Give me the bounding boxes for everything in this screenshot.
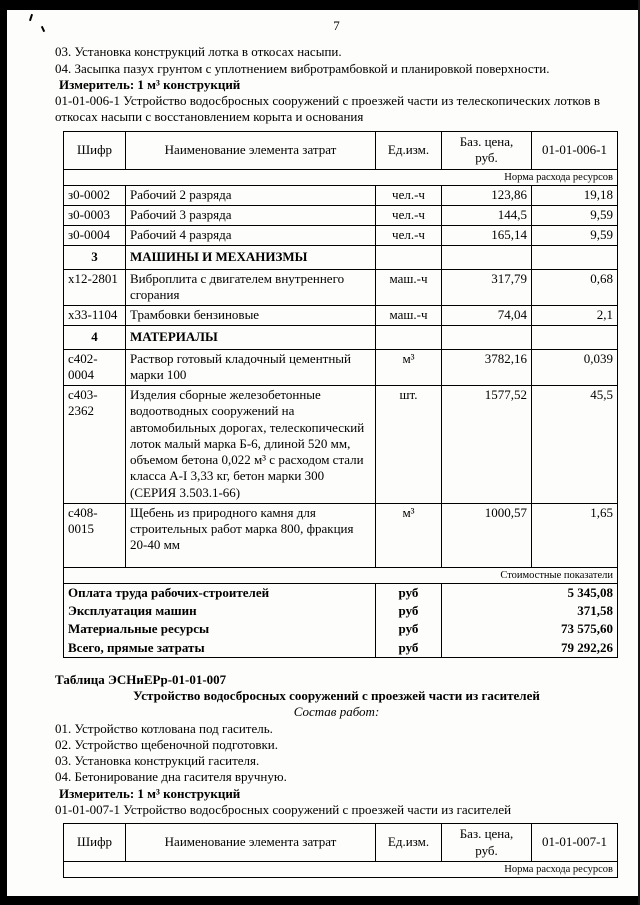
total-row <box>64 639 618 658</box>
cell-code: х33-1104 <box>64 306 126 326</box>
table-row <box>64 349 618 386</box>
cell-norm: 2,1 <box>532 306 618 326</box>
cell-norm: 9,59 <box>532 205 618 225</box>
total-label: Всего, прямые затраты <box>64 639 376 658</box>
col-header-price: Баз. цена, руб. <box>442 131 532 169</box>
cell-price: 165,14 <box>442 226 532 246</box>
cell-norm: 1,65 <box>532 503 618 567</box>
cell-unit <box>376 246 442 269</box>
total-label: Оплата труда рабочих-строителей <box>64 583 376 602</box>
cell-name: Раствор готовый кладочный цементный марки 100 <box>126 349 376 386</box>
cell-name: Виброплита с двигателем внутреннего сгорания <box>126 269 376 306</box>
col-header-code: Шифр <box>64 824 126 862</box>
col-header-unit: Ед.изм. <box>376 824 442 862</box>
cell-code: 4 <box>64 326 126 349</box>
cell-norm: 9,59 <box>532 226 618 246</box>
cell-price: 1000,57 <box>442 503 532 567</box>
section-row <box>64 326 618 349</box>
totals-rows <box>64 583 618 657</box>
cell-unit: маш.-ч <box>376 269 442 306</box>
cell-norm: 0,039 <box>532 349 618 386</box>
cell-unit <box>376 326 442 349</box>
cell-name: МАТЕРИАЛЫ <box>126 326 376 349</box>
cell-price: 123,86 <box>442 185 532 205</box>
scan-edge-bottom <box>0 896 640 905</box>
resource-table-007 <box>63 823 618 878</box>
col-header-price: Баз. цена, руб. <box>442 824 532 862</box>
works-composition-label: Состав работ: <box>293 704 380 720</box>
cell-name: МАШИНЫ И МЕХАНИЗМЫ <box>126 246 376 269</box>
resource-table-006 <box>63 131 618 658</box>
cost-subheader-row <box>64 567 618 583</box>
resource-rows <box>64 185 618 567</box>
cell-unit: маш.-ч <box>376 306 442 326</box>
table-row <box>64 306 618 326</box>
table-header-row <box>64 131 618 169</box>
work-item-04b: 04. Бетонирование дна гасителя вручную. <box>55 769 287 785</box>
cell-name: Трамбовки бензиновые <box>126 306 376 326</box>
cell-price <box>442 246 532 269</box>
table-row <box>64 503 618 567</box>
cell-name: Рабочий 2 разряда <box>126 185 376 205</box>
total-row <box>64 583 618 602</box>
work-item-01: 01. Устройство котлована под гаситель. <box>55 720 273 736</box>
cell-code: с408-0015 <box>64 503 126 567</box>
section-title-007: Устройство водосбросных сооружений с проезжей части из гасителей <box>133 688 540 703</box>
cell-code: х12-2801 <box>64 269 126 306</box>
cell-norm: 45,5 <box>532 386 618 504</box>
col-header-unit: Ед.изм. <box>376 131 442 169</box>
cell-unit: чел.-ч <box>376 185 442 205</box>
cell-price: 317,79 <box>442 269 532 306</box>
total-unit: руб <box>376 639 442 658</box>
scan-edge-left <box>0 0 7 905</box>
cell-norm <box>532 246 618 269</box>
table-header-row <box>64 824 618 862</box>
total-value: 79 292,26 <box>442 639 618 658</box>
work-item-04: 04. Засыпка пазух грунтом с уплотнением вибротрамбовкой и планировкой поверхности. <box>55 60 550 76</box>
cell-unit: м³ <box>376 503 442 567</box>
cell-name: Рабочий 3 разряда <box>126 205 376 225</box>
cell-unit: чел.-ч <box>376 205 442 225</box>
cell-unit: м³ <box>376 349 442 386</box>
table-row <box>64 205 618 225</box>
measure-line-2: Измеритель: 1 м³ конструкций <box>59 785 241 801</box>
cost-subheader-label: Стоимостные показатели <box>64 567 618 583</box>
page-number: 7 <box>333 18 340 33</box>
cell-name: Щебень из природного камня для строительных работ марка 800, фракция 20-40 мм <box>126 503 376 567</box>
total-value: 371,58 <box>442 602 618 620</box>
cell-norm: 0,68 <box>532 269 618 306</box>
total-unit: руб <box>376 602 442 620</box>
subheader-label: Норма расхода ресурсов <box>64 862 618 878</box>
document-page <box>7 10 638 896</box>
cell-price: 144,5 <box>442 205 532 225</box>
col-header-code: Шифр <box>64 131 126 169</box>
cell-price <box>442 326 532 349</box>
cell-price: 3782,16 <box>442 349 532 386</box>
cell-price: 1577,52 <box>442 386 532 504</box>
total-label: Материальные ресурсы <box>64 620 376 638</box>
total-unit: руб <box>376 620 442 638</box>
work-item-03: 03. Установка конструкций лотка в откосах насыпи. <box>55 44 342 60</box>
subheader-label: Норма расхода ресурсов <box>64 169 618 185</box>
table-label-007: Таблица ЭСНиЕРр-01-01-007 <box>55 671 227 687</box>
col-header-norm-code: 01-01-006-1 <box>532 131 618 169</box>
section-row <box>64 246 618 269</box>
cell-unit: шт. <box>376 386 442 504</box>
measure-line: Измеритель: 1 м³ конструкций <box>59 76 241 92</box>
cell-name: Изделия сборные железобетонные водоотводных сооружений на автомобильных дорогах, телескопический лоток малый марка Б-6, длиной 520 мм, объемом бетона 0,022 м³ с расходом стали класса А-I 3,33 кг, бетон марки 300 (СЕРИЯ 3.503.1-66) <box>126 386 376 504</box>
cell-code: з0-0004 <box>64 226 126 246</box>
cell-name: Рабочий 4 разряда <box>126 226 376 246</box>
total-value: 73 575,60 <box>442 620 618 638</box>
cell-price: 74,04 <box>442 306 532 326</box>
cell-code: с402-0004 <box>64 349 126 386</box>
table-row <box>64 185 618 205</box>
norm-caption-007: 01-01-007-1 Устройство водосбросных сооружений с проезжей части из гасителей <box>55 801 512 817</box>
col-header-norm-code: 01-01-007-1 <box>532 824 618 862</box>
total-value: 5 345,08 <box>442 583 618 602</box>
table-row <box>64 269 618 306</box>
cell-unit: чел.-ч <box>376 226 442 246</box>
cell-code: 3 <box>64 246 126 269</box>
norm-caption-006: 01-01-006-1 Устройство водосбросных сооружений с проезжей части из телескопических лотков в откосах насыпи с восстановлением корыта и основания <box>55 93 601 125</box>
table-row <box>64 226 618 246</box>
col-header-name: Наименование элемента затрат <box>126 824 376 862</box>
cell-code: з0-0003 <box>64 205 126 225</box>
subheader-row <box>64 169 618 185</box>
subheader-row <box>64 862 618 878</box>
cell-norm: 19,18 <box>532 185 618 205</box>
total-unit: руб <box>376 583 442 602</box>
col-header-name: Наименование элемента затрат <box>126 131 376 169</box>
cell-code: с403-2362 <box>64 386 126 504</box>
total-row <box>64 620 618 638</box>
work-item-02: 02. Устройство щебеночной подготовки. <box>55 736 278 752</box>
cell-norm <box>532 326 618 349</box>
table-row <box>64 386 618 504</box>
work-item-03b: 03. Установка конструкций гасителя. <box>55 753 260 768</box>
cell-code: з0-0002 <box>64 185 126 205</box>
total-label: Эксплуатация машин <box>64 602 376 620</box>
total-row <box>64 602 618 620</box>
scan-edge-top <box>0 0 640 10</box>
